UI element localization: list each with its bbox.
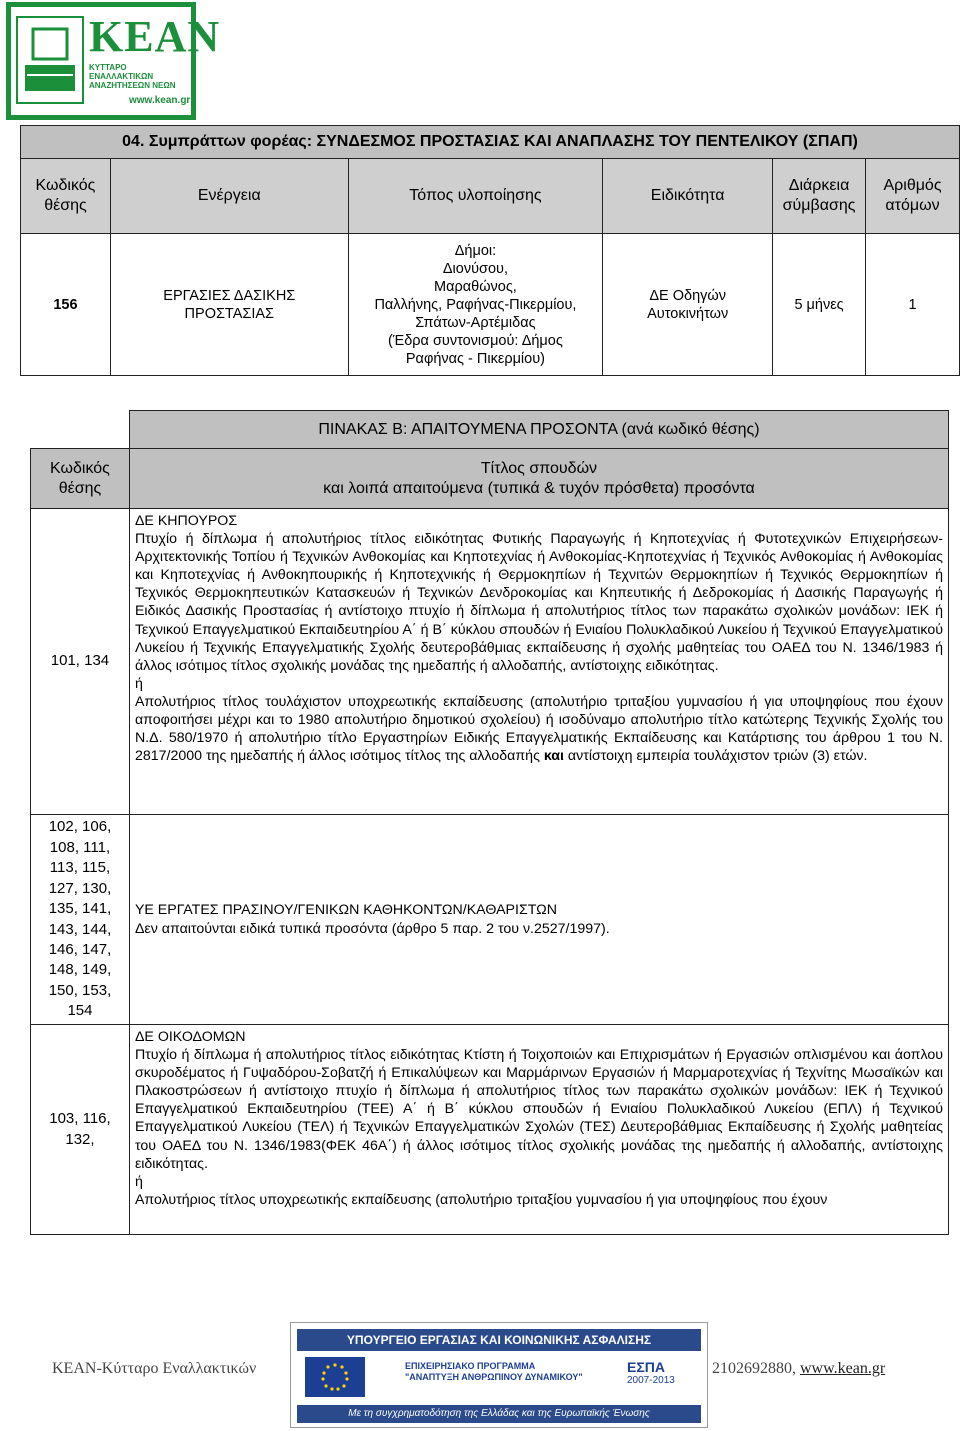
program-title: ΕΠΙΧΕΙΡΗΣΙΑΚΟ ΠΡΟΓΡΑΜΜΑ "ΑΝΑΠΤΥΞΗ ΑΝΘΡΩΠΙΝΟΥ ΔΥΝΑΜΙΚΟΥ" — [405, 1361, 583, 1382]
partner-title: 04. Συμπράττων φορέας: ΣΥΝΔΕΣΜΟΣ ΠΡΟΣΤΑΣΙΑΣ ΚΑΙ ΑΝΑΠΛΑΣΗΣ ΤΟΥ ΠΕΝΤΕΛΙΚΟΥ (ΣΠΑΠ) — [21, 126, 960, 159]
funding-banner — [290, 1322, 708, 1428]
header-code: Κωδικός θέσης — [31, 449, 130, 509]
banner-cofunding: Με τη συγχρηματοδότηση της Ελλάδας και της Ευρωπαϊκής Ένωσης — [297, 1405, 701, 1423]
footer-right-text — [712, 1360, 885, 1378]
cell-code: 102, 106, 108, 111, 113, 115, 127, 130, 135, 141, 143, 144, 146, 147, 148, 149, 150, 153, 154 — [31, 815, 130, 1025]
empty-corner — [31, 411, 130, 449]
kean-logo — [6, 2, 221, 120]
cell-qualifications: ΥΕ ΕΡΓΑΤΕΣ ΠΡΑΣΙΝΟΥ/ΓΕΝΙΚΩΝ ΚΑΘΗΚΟΝΤΩΝ/ΚΑΘΑΡΙΣΤΩΝ Δεν απαιτούνται ειδικά τυπικά προσόντα (άρθρο 5 παρ. 2 του ν.2527/1997). — [129, 815, 948, 1025]
position-table — [20, 125, 960, 376]
header-qualifications: Τίτλος σπουδών και λοιπά απαιτούμενα (τυπικά & τυχόν πρόσθετα) προσόντα — [129, 449, 948, 509]
cell-activity: ΕΡΓΑΣΙΕΣ ΔΑΣΙΚΗΣ ΠΡΟΣΤΑΣΙΑΣ — [110, 234, 348, 376]
banner-logos — [297, 1355, 701, 1403]
logo-title: KEAN — [89, 12, 221, 61]
header-count: Αριθμός ατόμων — [866, 159, 960, 234]
cell-qualifications: ΔΕ ΟΙΚΟΔΟΜΩΝ Πτυχίο ή δίπλωμα ή απολυτήριος τίτλος ειδικότητας Κτίστη ή Τοιχοποιών και Επιχρισμάτων ή Εργασιών οπλισμένου και άοπλου σκυροδέματος ή Γυψαδόρου-Σοβατζή ή Επικαλύψεων και Μαρμάρινων Εργασιών ή Μαρμαροτεχνίας ή Τεχνίτης Μωσαϊκών και Πλακοστρώσεων ή αντίστοιχο πτυχίο ή δίπλωμα ή απολυτήριος τίτλος των παρακάτω σχολικών μονάδων: ΙΕΚ ή Τεχνικού Επαγγελματικού Εκπαιδευτηρίου (ΤΕΕ) Α΄ ή Β΄ κύκλου σπουδών ή Ενιαίου Πολυκλαδικού Λυκείου (ΕΠΛ) ή Τεχνικού Επαγγελματικού Λυκείου (ΤΕΛ) ή Τεχνικών Επαγγελματικών Σχολών (ΤΕΣ) Δευτεροβάθμιας Εκπαίδευσης ή Σχολής μαθητείας του ΟΑΕΔ του Ν. 1346/1983(ΦΕΚ 46Α΄) ή άλλος ισότιμος τίτλος σχολικής μονάδας της ημεδαπής ή αλλοδαπής, αντίστοιχης ειδικότητας. ή Απολυτήριος τίτλος υποχρεωτικής εκπαίδευσης (απολυτήριο τριταξίου γυμνασίου ή για υποψηφίους που έχουν — [129, 1025, 948, 1235]
table-row — [31, 815, 949, 1025]
header-specialty: Ειδικότητα — [603, 159, 773, 234]
eu-flag-icon — [305, 1357, 365, 1397]
table-row — [31, 1025, 949, 1235]
cell-count: 1 — [866, 234, 960, 376]
cell-duration: 5 μήνες — [773, 234, 866, 376]
cell-code: 103, 116, 132, — [31, 1025, 130, 1235]
banner-ministry: ΥΠΟΥΡΓΕΙΟ ΕΡΓΑΣΙΑΣ ΚΑΙ ΚΟΙΝΩΝΙΚΗΣ ΑΣΦΑΛΙΣΗΣ — [297, 1329, 701, 1351]
cell-specialty: ΔΕ Οδηγών Αυτοκινήτων — [603, 234, 773, 376]
logo-url: www.kean.gr — [129, 95, 191, 106]
cell-code: 101, 134 — [31, 509, 130, 815]
espa-logo: ΕΣΠΑ 2007-2013 — [627, 1359, 675, 1386]
cell-code: 156 — [21, 234, 111, 376]
header-code: Κωδικός θέσης — [21, 159, 111, 234]
qualifications-title: ΠΙΝΑΚΑΣ Β: ΑΠΑΙΤΟΥΜΕΝΑ ΠΡΟΣΟΝΤΑ (ανά κωδικό θέσης) — [129, 411, 948, 449]
header-duration: Διάρκεια σύμβασης — [773, 159, 866, 234]
table-row — [31, 509, 949, 815]
cell-location: Δήμοι: Διονύσου, Μαραθώνος, Παλλήνης, Ραφήνας-Πικερμίου, Σπάτων-Αρτέμιδας (Έδρα συντονισμού: Δήμος Ραφήνας - Πικερμίου) — [348, 234, 603, 376]
table-row — [21, 234, 960, 376]
cell-qualifications: ΔΕ ΚΗΠΟΥΡΟΣ Πτυχίο ή δίπλωμα ή απολυτήριος τίτλος ειδικότητας Φυτικής Παραγωγής ή Κηποτεχνίας ή Φυτοτεχνικών Επιχειρήσεων- Αρχιτεκτονικής Τοπίου ή Τεχνικών Ανθοκομίας και Κηποτεχνίας ή Ανθοκομίας-Κηποτεχνίας ή Τεχνικός Ανθοκομίας ή Ανθοκομίας και Κηποτεχνίας ή Ανθοκηπουρικής ή Κηποτεχνικής ή Θερμοκηπίων ή Τεχνιτών Θερμοκηπίων ή Τεχνικός Θερμοκηπίων ή Τεχνικός Θερμοκηπευτικών Κατασκευών ή Τεχνικών Δενδροκομίας και Κηπευτικής ή Δεδροκομίας ή Δασικής Παραγωγής ή Ειδικός Δασικής Προστασίας ή αντίστοιχο πτυχίο ή δίπλωμα ή απολυτήριος τίτλος των παρακάτω σχολικών μονάδων: ΙΕΚ ή Τεχνικού Επαγγελματικού Εκπαιδευτηρίου Α΄ ή Β΄ κύκλου σπουδών ή Ενιαίου Πολυκλαδικού Λυκείου ή Τεχνικού Επαγγελματικού Λυκείου ή Τεχνικής Επαγγελματικής Σχολής δευτεροβάθμιας εκπαίδευσης ή σχολής μαθητείας του ΟΑΕΔ του Ν. 1346/1983 ή άλλος ισότιμος τίτλος σχολικής μονάδας της ημεδαπής ή αλλοδαπής, αντίστοιχης ειδικότητας. ή Απολυτήριος τίτλος τουλάχιστον υποχρεωτικής εκπαίδευσης (απολυτήριο τριταξίου γυμνασίου ή για υποψηφίους που έχουν αποφοιτήσει μέχρι και το 1980 απολυτήριο δημοτικού σχολείου) ή ισοδύναμο απολυτήριο τίτλο κατώτερης Τεχνικής Σχολής του Ν.Δ. 580/1970 ή απολυτήριο τίτλο Εργαστηρίων Ειδικής Επαγγελματικής Εκπαίδευσης και Κατάρτισης του άρθρου 1 του Ν. 2817/2000 της ημεδαπής ή άλλος ισότιμος τίτλος της αλλοδαπής και αντίστοιχη εμπειρία τουλάχιστον τριών (3) ετών. — [129, 509, 948, 815]
footer-link[interactable]: www.kean.gr — [800, 1360, 886, 1377]
footer-phone: 2102692880, — [712, 1360, 796, 1377]
header-location: Τόπος υλοποίησης — [348, 159, 603, 234]
footer-left-text: ΚΕΑΝ-Κύτταρο Εναλλακτικών — [52, 1360, 257, 1377]
kean-logo-icon — [15, 15, 85, 105]
qualifications-table — [30, 410, 949, 1235]
header-activity: Ενέργεια — [110, 159, 348, 234]
logo-subtitle: ΚΥΤΤΑΡΟ ΕΝΑΛΛΑΚΤΙΚΩΝ ΑΝΑΖΗΤΗΣΕΩΝ ΝΕΩΝ — [89, 63, 176, 90]
